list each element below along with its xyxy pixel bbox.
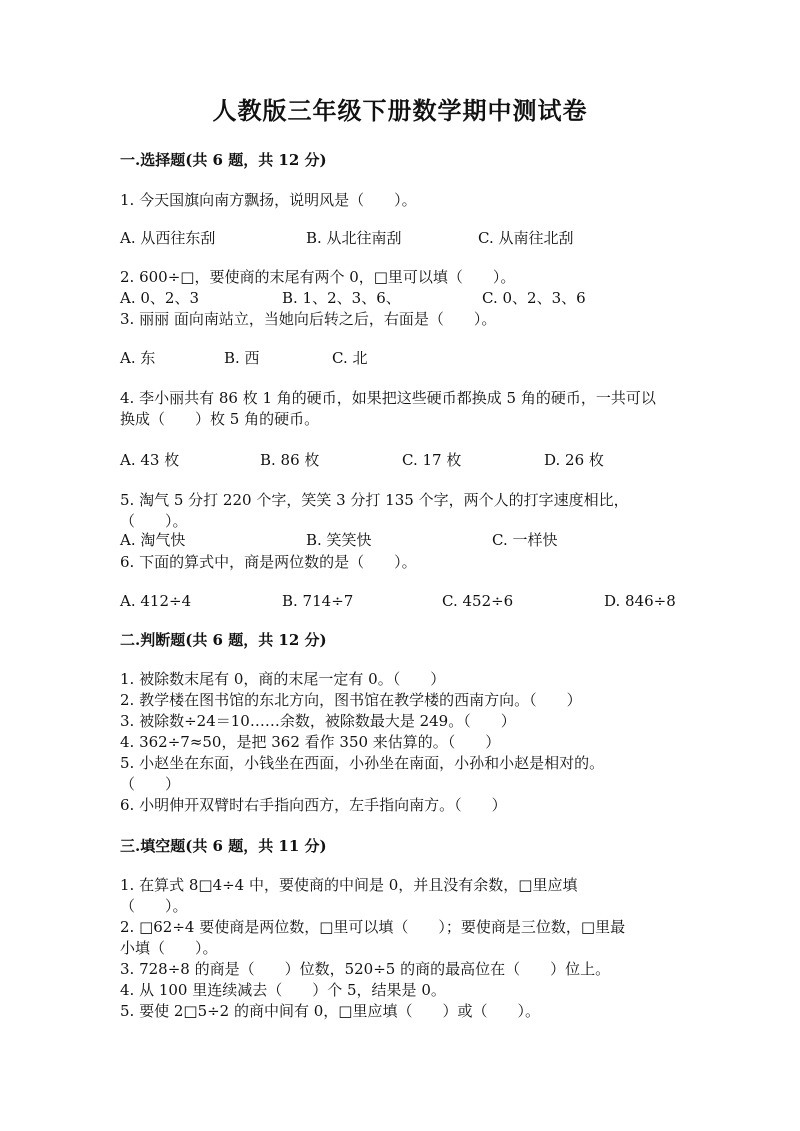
option-b: B. 714÷7 xyxy=(282,592,354,610)
question-text: 1. 今天国旗向南方飘扬，说明风是（ ）。 xyxy=(120,191,417,209)
fill-line: 4. 从 100 里连续减去（ ）个 5，结果是 0。 xyxy=(120,981,446,999)
option-c: C. 17 枚 xyxy=(402,451,462,469)
fill-line: 3. 728÷8 的商是（ ）位数，520÷5 的商的最高位在（ ）位上。 xyxy=(120,960,611,978)
option-a: A. 东 xyxy=(120,349,156,367)
option-d: D. 846÷8 xyxy=(604,592,676,610)
option-b: B. 1、2、3、6、 xyxy=(282,289,401,307)
fill-line: 1. 在算式 8□4÷4 中，要使商的中间是 0，并且没有余数，□里应填 xyxy=(120,876,578,894)
question-text: 6. 下面的算式中，商是两位数的是（ ）。 xyxy=(120,553,417,571)
question-text-line2: 换成（ ）枚 5 角的硬币。 xyxy=(120,410,320,428)
section-heading-fill: 三.填空题(共 6 题，共 11 分) xyxy=(120,837,327,855)
question-text-line2: （ ）。 xyxy=(120,512,188,530)
judgment-line: 6. 小明伸开双臂时右手指向西方，左手指向南方。（ ） xyxy=(120,796,507,814)
question-text: 3. 丽丽 面向南站立，当她向后转之后，右面是（ ）。 xyxy=(120,310,497,328)
option-c: C. 0、2、3、6 xyxy=(482,289,586,307)
question-text-line1: 4. 李小丽共有 86 枚 1 角的硬币，如果把这些硬币都换成 5 角的硬币，一共可以 xyxy=(120,389,656,407)
question-text-line1: 5. 淘气 5 分打 220 个字，笑笑 3 分打 135 个字，两个人的打字速度相比， xyxy=(120,491,629,509)
fill-line: （ ）。 xyxy=(120,897,188,915)
option-d: D. 26 枚 xyxy=(544,451,604,469)
fill-line: 2. □62÷4 要使商是两位数，□里可以填（ ）；要使商是三位数，□里最 xyxy=(120,918,626,936)
option-b: B. 西 xyxy=(224,349,260,367)
option-c: C. 452÷6 xyxy=(442,592,514,610)
judgment-line: 5. 小赵坐在东面，小钱坐在西面，小孙坐在南面，小孙和小赵是相对的。 xyxy=(120,754,605,772)
judgment-line: 1. 被除数末尾有 0，商的末尾一定有 0。（ ） xyxy=(120,670,446,688)
option-c: C. 一样快 xyxy=(492,531,558,549)
option-b: B. 86 枚 xyxy=(260,451,320,469)
option-c: C. 从南往北刮 xyxy=(478,229,574,247)
option-a: A. 淘气快 xyxy=(120,531,186,549)
option-a: A. 43 枚 xyxy=(120,451,180,469)
judgment-line: （ ） xyxy=(120,775,181,793)
question-text: 2. 600÷□，要使商的末尾有两个 0，□里可以填（ ）。 xyxy=(120,268,516,286)
fill-line: 5. 要使 2□5÷2 的商中间有 0，□里应填（ ）或（ ）。 xyxy=(120,1002,540,1020)
option-a: A. 0、2、3 xyxy=(120,289,199,307)
option-b: B. 从北往南刮 xyxy=(306,229,402,247)
option-c: C. 北 xyxy=(332,349,368,367)
section-heading-judgment: 二.判断题(共 6 题，共 12 分) xyxy=(120,631,327,649)
option-a: A. 从西往东刮 xyxy=(120,229,216,247)
judgment-line: 3. 被除数÷24＝10……余数，被除数最大是 249。（ ） xyxy=(120,712,516,730)
option-b: B. 笑笑快 xyxy=(306,531,372,549)
judgment-line: 4. 362÷7≈50，是把 362 看作 350 来估算的。（ ） xyxy=(120,733,501,751)
fill-line: 小填（ ）。 xyxy=(120,939,218,957)
page-title: 人教版三年级下册数学期中测试卷 xyxy=(212,96,588,125)
judgment-line: 2. 教学楼在图书馆的东北方向，图书馆在教学楼的西南方向。（ ） xyxy=(120,691,582,709)
section-heading-choice: 一.选择题(共 6 题，共 12 分) xyxy=(120,151,327,169)
option-a: A. 412÷4 xyxy=(120,592,192,610)
